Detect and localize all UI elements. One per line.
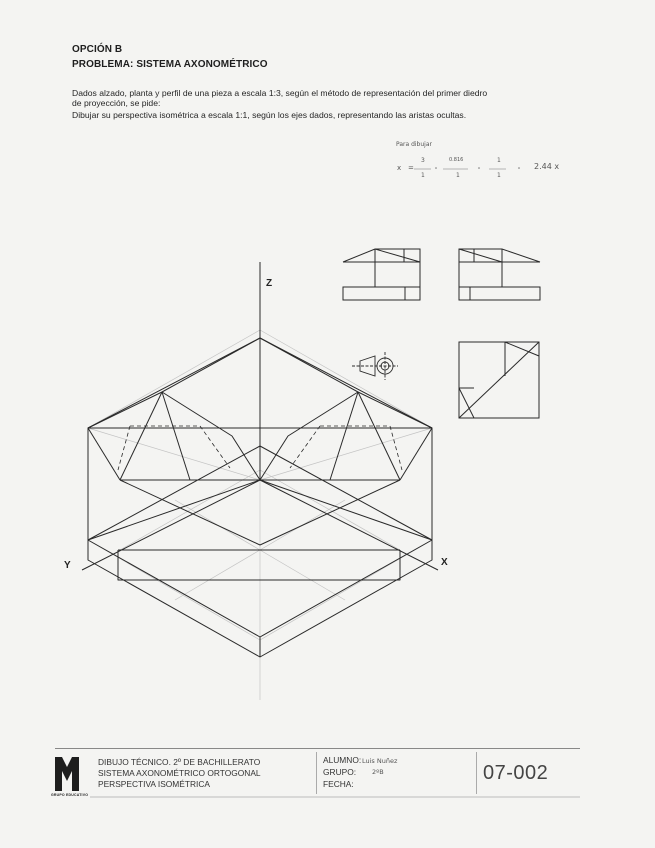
front-elevation-view bbox=[343, 249, 420, 300]
scale-note-n1: 3 bbox=[421, 157, 425, 164]
axis-label-x: X bbox=[441, 557, 448, 568]
scale-note-multiply-dots bbox=[435, 167, 520, 169]
scale-note-n2: 0.816 bbox=[449, 157, 464, 163]
school-logo-icon bbox=[55, 757, 79, 791]
course-line-3: PERSPECTIVA ISOMÉTRICA bbox=[98, 779, 210, 789]
y-axis bbox=[82, 480, 260, 570]
student-value: Luis Nuñez bbox=[362, 757, 398, 765]
statement-line-2: de proyección, se pide: bbox=[72, 98, 161, 108]
group-label: GRUPO: bbox=[323, 767, 357, 777]
x-axis bbox=[260, 480, 438, 570]
scale-note-d1: 1 bbox=[421, 172, 425, 179]
scale-note-label: Para dibujar bbox=[396, 141, 432, 148]
axis-label-z: Z bbox=[266, 278, 273, 289]
scale-note-d3: 1 bbox=[497, 172, 501, 179]
group-value: 2ºB bbox=[372, 768, 384, 776]
course-line-1: DIBUJO TÉCNICO. 2º DE BACHILLERATO bbox=[98, 757, 261, 767]
course-line-2: SISTEMA AXONOMÉTRICO ORTOGONAL bbox=[98, 768, 261, 778]
student-label: ALUMNO: bbox=[323, 755, 362, 765]
plan-view bbox=[459, 342, 539, 418]
footer-divider-1 bbox=[316, 752, 317, 794]
logo-caption: GRUPO EDUCATIVO bbox=[51, 793, 89, 797]
projection-symbol-icon bbox=[352, 352, 398, 380]
scale-note-result: 2.44 x bbox=[534, 162, 560, 171]
sheet-code: 07-002 bbox=[483, 762, 549, 784]
scale-note-eq: = bbox=[408, 164, 414, 172]
statement-line-1: Dados alzado, planta y perfil de una pieza a escala 1:3, según el método de representación del primer diedro bbox=[72, 88, 488, 98]
side-profile-view bbox=[459, 249, 540, 300]
scale-note-n3: 1 bbox=[497, 157, 501, 164]
scale-note-d2: 1 bbox=[456, 172, 460, 179]
date-label: FECHA: bbox=[323, 779, 354, 789]
problem-heading: PROBLEMA: SISTEMA AXONOMÉTRICO bbox=[72, 59, 268, 70]
footer-divider-2 bbox=[476, 752, 477, 794]
statement-line-3: Dibujar su perspectiva isométrica a escala 1:1, según los ejes dados, representando las aristas ocultas. bbox=[72, 110, 467, 120]
option-heading: OPCIÓN B bbox=[72, 44, 123, 55]
scale-note-x: x bbox=[397, 164, 402, 172]
axis-label-y: Y bbox=[64, 560, 71, 571]
